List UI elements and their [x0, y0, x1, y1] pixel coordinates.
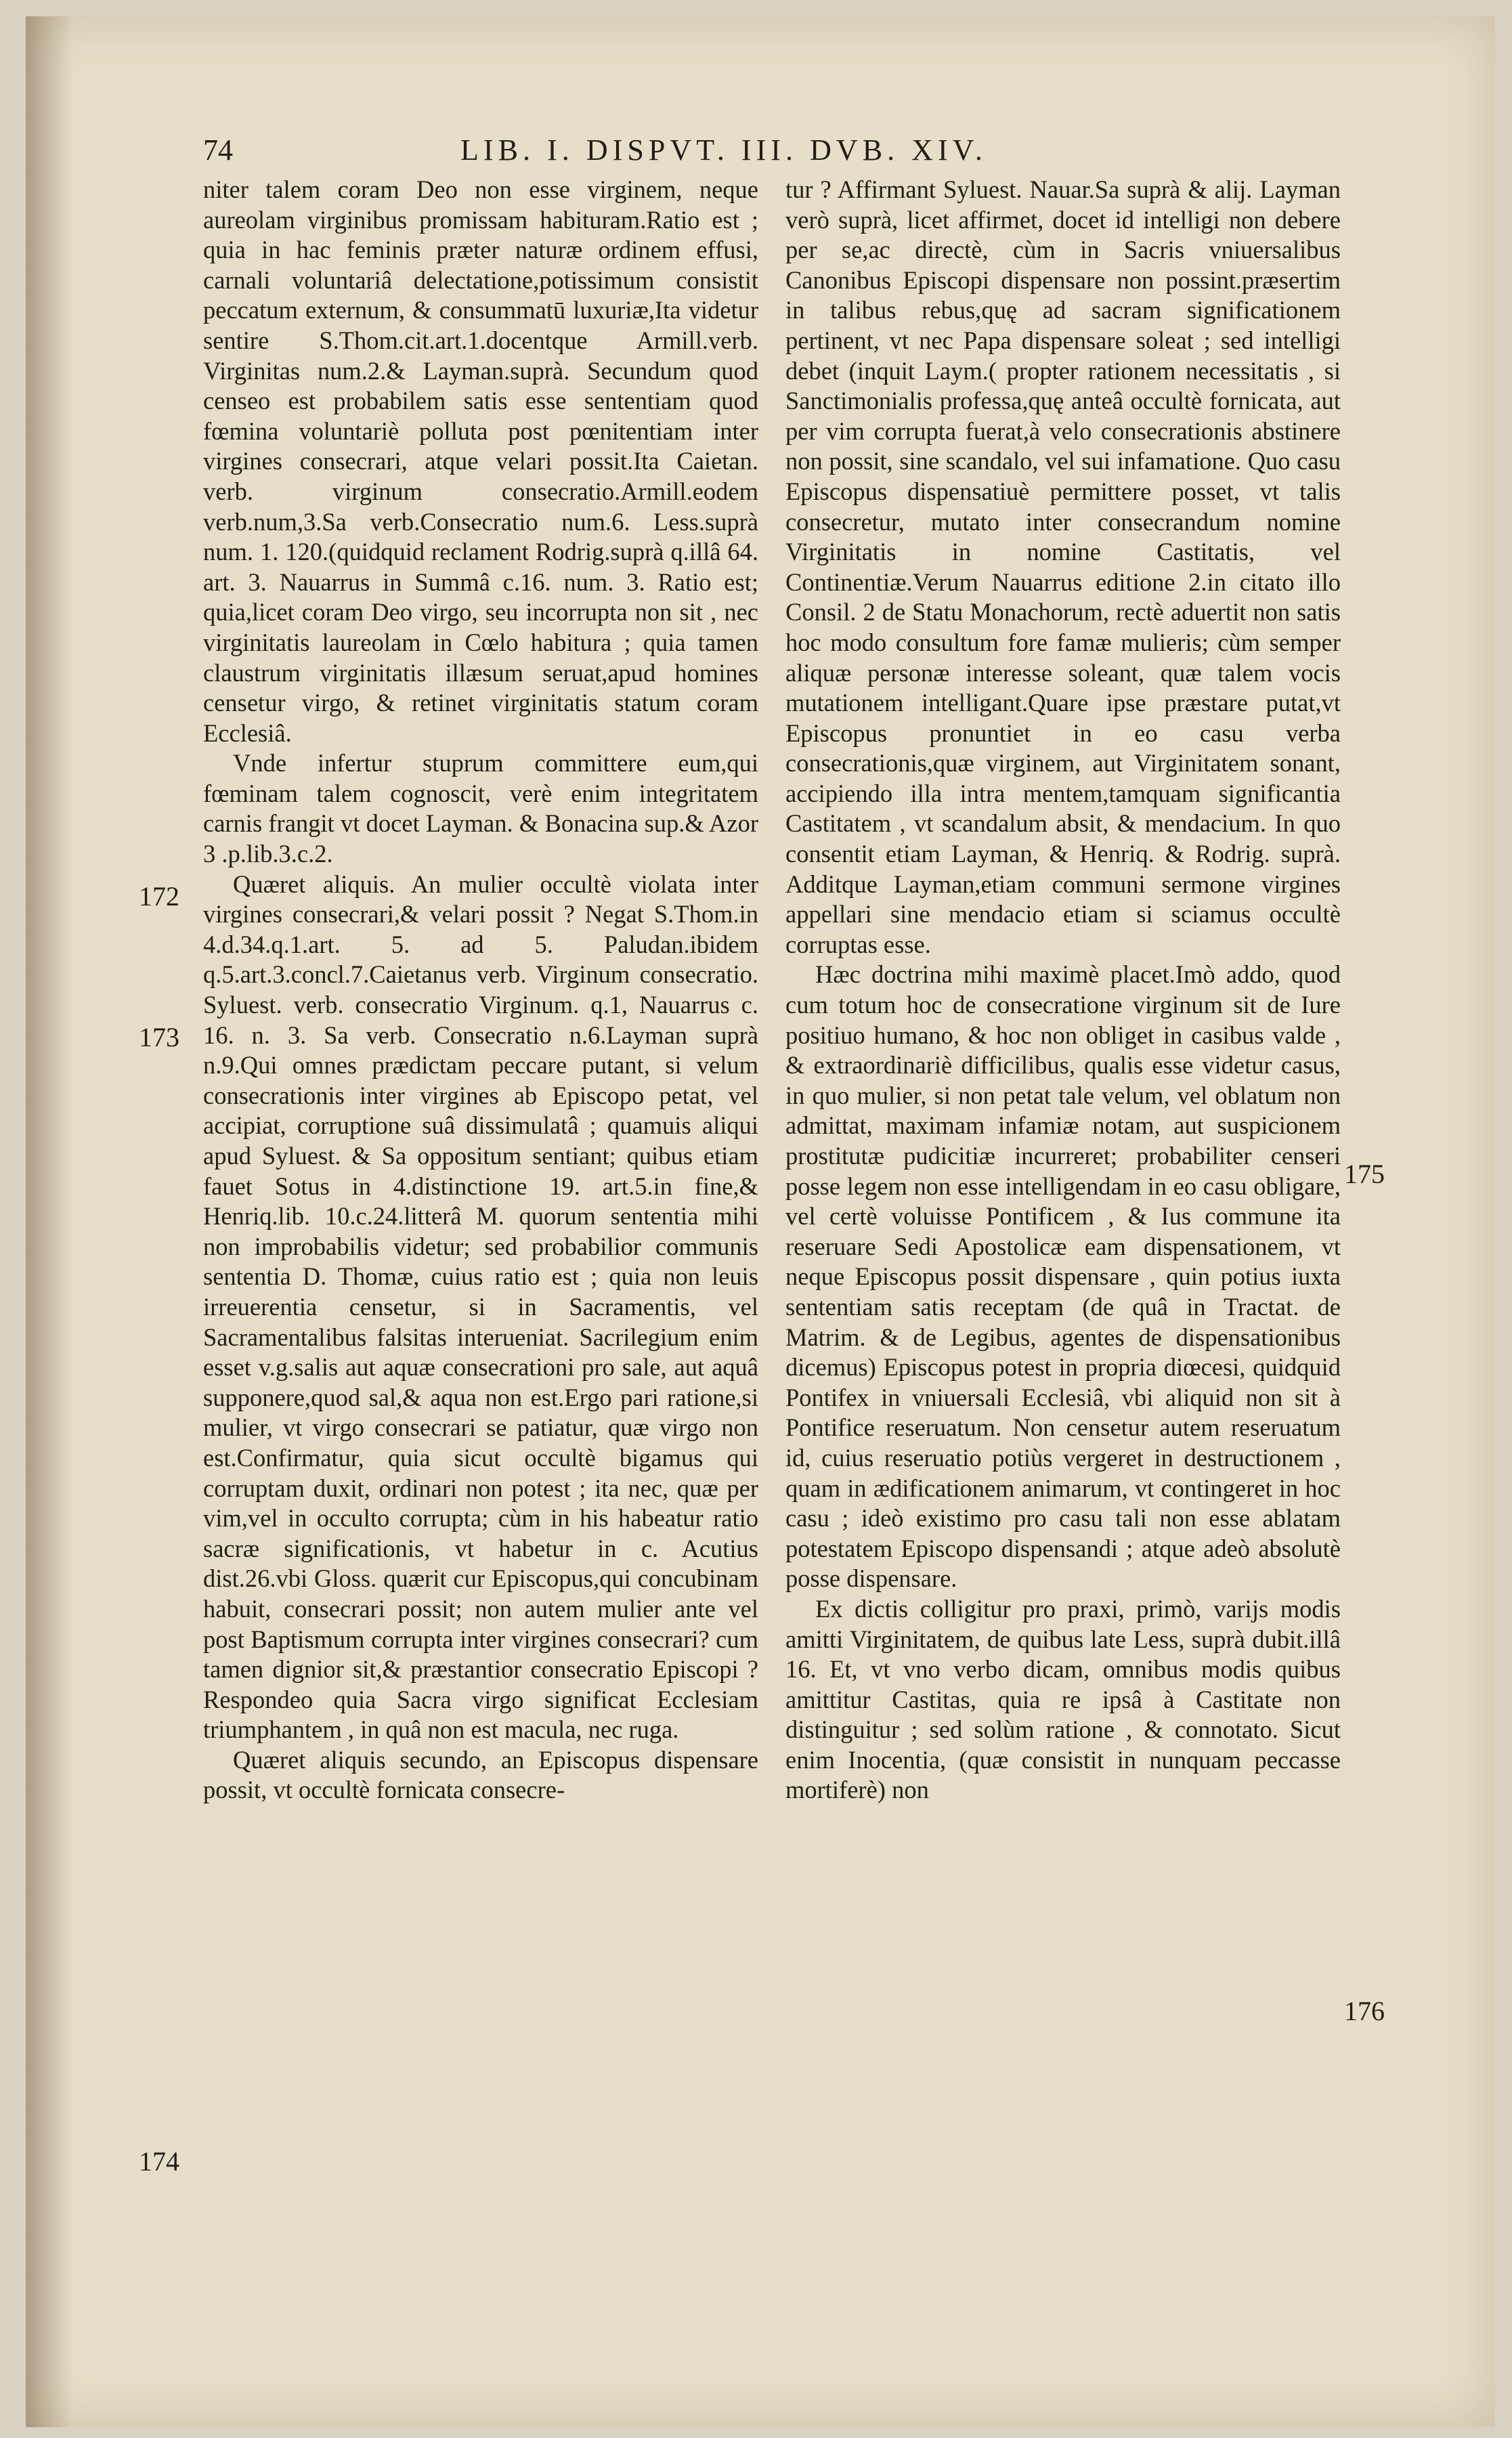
margin-number-175: 175	[1344, 1159, 1385, 1189]
right-paragraph-3: Ex dictis colligitur pro praxi, primò, varijs modis amitti Virginitatem, de quibus late Less, suprà dubit.illâ 16. Et, vt vno verbo dicam, omnibus modis quibus amittitur Castitas, quia re ipsâ à Castitate non distinguitur ; sed solùm ratione , & connotato. Sicut enim Inocentia, (quæ consistit in nunquam peccasse mortiferè) non	[785, 1594, 1341, 1804]
left-column	[203, 175, 758, 1805]
page-number: 74	[203, 133, 233, 167]
left-paragraph-4: Quæret aliquis secundo, an Episcopus dispensare possit, vt occultè fornicata consecre-	[203, 1745, 758, 1804]
right-paragraph-2: Hæc doctrina mihi maximè placet.Imò addo, quod cum totum hoc de consecratione virginum sit de Iure positiuo humano, & hoc non obliget in casibus valde , & extraordinariè difficilibus, qualis esse videtur casus, in quo mulier, si non petat tale velum, vel oblatum non admittat, maximam infamiæ notam, aut suspicionem prostitutæ pudicitiæ incurreret; probabiliter censeri posse legem non esse intelligendam in eo casu obligare, vel certè voluisse Pontificem , & Ius commune ita reseruare Sedi Apostolicæ eam dispensationem, vt neque Episcopus possit dispensare , quin potius iuxta sententiam satis receptam (de quâ in Tractat. de Matrim. & de Legibus, agentes de dispensationibus dicemus) Episcopus potest in propria diœcesi, quidquid Pontifex in vniuersali Ecclesiâ, vbi aliquid non sit à Pontifice reseruatum. Non censetur autem reseruatum id, cuius reseruatio potiùs vergeret in destructionem , quam in ædificationem animarum, vt contingeret in hoc casu ; ideò existimo pro casu tali non esse ablatam potestatem Episcopo dispensandi ; atque adeò absolutè posse dispensare.	[785, 960, 1341, 1593]
margin-number-173: 173	[139, 1022, 179, 1052]
running-header	[203, 133, 1408, 173]
running-head: LIB. I. DISPVT. III. DVB. XIV.	[460, 133, 987, 167]
left-paragraph-2: Vnde infertur stuprum committere eum,qui fœminam talem cognoscit, verè enim integritatem carnis frangit vt docet Layman. & Bonacina sup.& Azor 3 .p.lib.3.c.2.	[203, 749, 758, 868]
margin-number-172: 172	[139, 881, 179, 912]
margin-number-174: 174	[139, 2146, 179, 2177]
right-column	[785, 175, 1341, 1805]
margin-number-176: 176	[1344, 1996, 1385, 2026]
left-paragraph-3: Quæret aliquis. An mulier occultè violata inter virgines consecrari,& velari possit ? Negat S.Thom.in 4.d.34.q.1.art. 5. ad 5. Paludan.ibidem q.5.art.3.concl.7.Caietanus verb. Virginum consecratio. Syluest. verb. consecratio Virginum. q.1, Nauarrus c. 16. n. 3. Sa verb. Consecratio n.6.Layman suprà n.9.Qui omnes prædictam peccare putant, si velum consecrationis inter virgines ab Episcopo petat, vel accipiat, corruptione suâ dissimulatâ ; quamuis aliqui apud Syluest. & Sa oppositum sentiant; quibus etiam fauet Sotus in 4.distinctione 19. art.5.in fine,& Henriq.lib. 10.c.24.litterâ M. quorum sententia mihi non improbabilis videtur; sed probabilior communis sententia D. Thomæ, cuius ratio est ; quia non leuis irreuerentia censetur, si in Sacramentis, vel Sacramentalibus falsitas interueniat. Sacrilegium enim esset v.g.salis aut aquæ consecrationi pro sale, aut aquâ supponere,quod sal,& aqua non est.Ergo pari ratione,si mulier, vt virgo consecrari se patiatur, quæ virgo non est.Confirmatur, quia sicut occultè bigamus qui corruptam duxit, ordinari non potest ; ita nec, quæ per vim,vel in occulto corrupta; cùm in his habeatur ratio sacræ significationis, vt habetur in c. Acutius dist.26.vbi Gloss. quærit cur Episcopus,qui concubinam habuit, consecrari possit; non autem mulier ante vel post Baptismum corrupta inter virgines consecrari? cum tamen dignior sit,& præstantior consecratio Episcopi ? Respondeo quia Sacra virgo significat Ecclesiam triumphantem , in quâ non est macula, nec ruga.	[203, 870, 758, 1744]
right-paragraph-1: tur ? Affirmant Syluest. Nauar.Sa suprà & alij. Layman verò suprà, licet affirmet, docet id intelligi non debere per se,ac directè, cùm in Sacris vniuersalibus Canonibus Episcopi dispensare non possint.præsertim in talibus rebus,quę ad sacram significationem pertinent, vt nec Papa dispensare soleat ; sed intelligi debet (inquit Laym.( propter rationem necessitatis , si Sanctimonialis professa,quę anteâ occultè fornicata, aut per vim corrupta fuerat,à velo consecrationis abstinere non possit, sine scandalo, vel sui infamatione. Quo casu Episcopus dispensatiuè permittere posset, vt talis consecretur, mutato inter consecrandum nomine Virginitatis in nomine Castitatis, vel Continentiæ.Verum Nauarrus editione 2.in citato illo Consil. 2 de Statu Monachorum, rectè aduertit non satis hoc modo consultum fore famæ mulieris; cùm semper aliquæ personæ interesse soleant, quæ talem vocis mutationem intelligant.Quare ipse præstare putat,vt Episcopus pronuntiet in eo casu verba consecrationis,quæ virginem, aut Virginitatem sonant, accipiendo illa intra mentem,tamquam significantia Castitatem , vt scandalum absit, & mendacium. In quo consentit etiam Layman, & Henriq. & Rodrig. suprà. Additque Layman,etiam communi sermone virgines appellari sine mendacio etiam si sciamus occultè corruptas esse.	[785, 175, 1341, 958]
left-paragraph-1: niter talem coram Deo non esse virginem, neque aureolam virginibus promissam habituram.Ratio est ; quia in hac feminis præter naturæ ordinem effusi, carnali voluntariâ delectatione,potissimum consistit peccatum externum, & consummatū luxuriæ,Ita videtur sentire S.Thom.cit.art.1.docentque Armill.verb. Virginitas num.2.& Layman.suprà. Secundum quod censeo est probabilem satis esse sententiam quod fœmina voluntariè polluta post pœnitentiam inter virgines consecrari, atque velari possit.Ita Caietan. verb. virginum consecratio.Armill.eodem verb.num,3.Sa verb.Consecratio num.6. Less.suprà num. 1. 120.(quidquid reclament Rodrig.suprà q.illâ 64. art. 3. Nauarrus in Summâ c.16. num. 3. Ratio est; quia,licet coram Deo virgo, seu incorrupta non sit , nec virginitatis laureolam in Cœlo habitura ; quia tamen claustrum virginitatis illæsum seruat,apud homines censetur virgo, & retinet virginitatis statum coram Ecclesiâ.	[203, 175, 758, 747]
